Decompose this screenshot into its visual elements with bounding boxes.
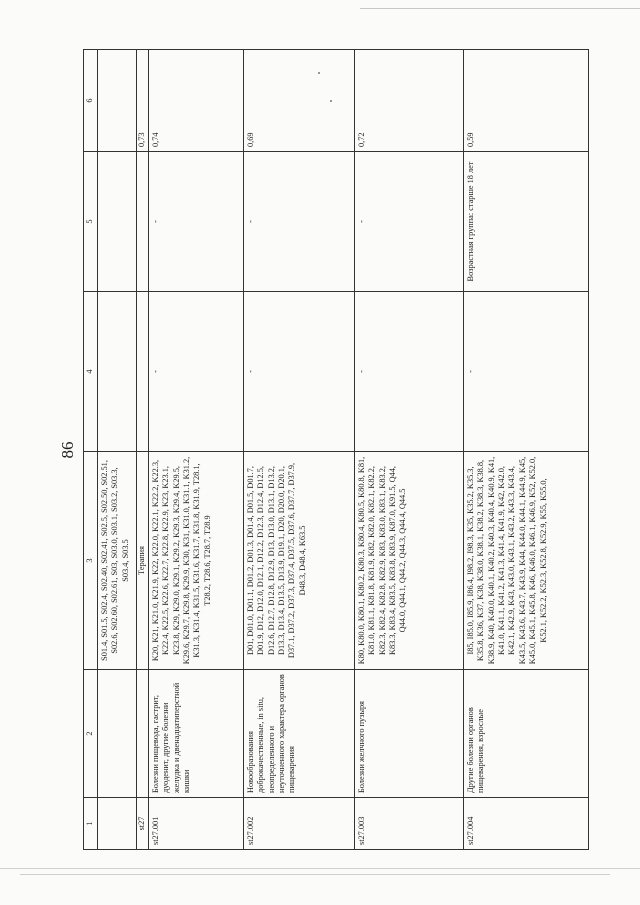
continuation-row — [98, 50, 137, 850]
column-number-row — [84, 50, 98, 850]
section-code: st27 — [137, 798, 149, 850]
row-col4: - — [355, 292, 464, 452]
row-coef: 0,74 — [149, 50, 244, 152]
row-col4: - — [464, 292, 589, 452]
row-name: Болезни желчного пузыря — [355, 670, 464, 798]
col-number-2: 2 — [84, 670, 98, 798]
col-number-1: 1 — [84, 798, 98, 850]
bottom-scan-line — [0, 868, 640, 869]
tariff-table — [83, 49, 589, 850]
row-code: st27.001 — [149, 798, 244, 850]
row-codes: K80, K80.0, K80.1, K80.2, K80.3, K80.4, K80.5, K80.8, K81, K81.0, K81.1, K81.8, K81.9, K82, K82.0, K82.1, K82.2, K82.3, K82.4, K82.8, K82.9, K83, K83.0, K83.1, K83.2, K83.3, K83.4, K83.5, K83.8, K83.9, K87.0, K91.5, Q44, Q44.0, Q44.1, Q44.2, Q44.3, Q44.4, Q44.5 — [355, 452, 464, 670]
section-row — [137, 50, 149, 850]
top-scan-line — [360, 8, 640, 9]
row-coef: 0,69 — [244, 50, 355, 152]
row-code: st27.002 — [244, 798, 355, 850]
row-name: Другие болезни органов пищеварения, взрослые — [464, 670, 589, 798]
row-name: Новообразования доброкачественные, in situ, неопределенного и неуточненного характера органов пищеварения — [244, 670, 355, 798]
row-col5: Возрастная группа: старше 18 лет — [464, 152, 589, 292]
table-row — [244, 50, 355, 850]
row-name: Болезни пищевода, гастрит, дуоденит, другие болезни желудка и двенадцатиперстной кишки — [149, 670, 244, 798]
row-code: st27.003 — [355, 798, 464, 850]
table-row — [464, 50, 589, 850]
row-col5: - — [149, 152, 244, 292]
section-coef: 0,73 — [137, 50, 149, 152]
row-col5: - — [355, 152, 464, 292]
row-codes: K20, K21, K21.0, K21.9, K22, K22.0, K22.1, K22.2, K22.3, K22.4, K22.5, K22.6, K22.7, K22.8, K22.9, K23, K23.1, K23.8, K29, K29.0, K29.1, K29.2, K29.3, K29.4, K29.5, K29.6, K29.7, K29.8, K29.9, K30, K31, K31.0, K31.1, K31.2, K31.3, K31.4, K31.5, K31.6, K31.7, K31.8, K31.9, T28.1, T28.2, T28.6, T28.7, T28.9 — [149, 452, 244, 670]
continuation-codes: S01.4, S01.5, S02.4, S02.40, S02.41, S02.5, S02.50, S02.51, S02.6, S02.60, S02.61, S03, S03.0, S03.1, S03.2, S03.3, S03.4, S03.5 — [98, 452, 137, 670]
row-code: st27.004 — [464, 798, 589, 850]
page-number: 86 — [58, 441, 77, 459]
col-number-4: 4 — [84, 292, 98, 452]
section-name: Терапия — [137, 452, 149, 670]
rotated-page — [55, 50, 599, 850]
col-number-5: 5 — [84, 152, 98, 292]
row-codes: D01, D01.0, D01.1, D01.2, D01.3, D01.4, D01.5, D01.7, D01.9, D12, D12.0, D12.1, D12.2, D12.3, D12.4, D12.5, D12.6, D12.7, D12.8, D12.9, D13, D13.0, D13.1, D13.2, D13.3, D13.4, D13.5, D13.9, D19.1, D20, D20.0, D20.1, D37.1, D37.2, D37.3, D37.4, D37.5, D37.6, D37.7, D37.9, D48.3, D48.4, K63.5 — [244, 452, 355, 670]
row-coef: 0,59 — [464, 50, 589, 152]
row-codes: I85, I85.0, I85.9, I86.4, I98.2, I98.3, K35, K35.2, K35.3, K35.8, K36, K37, K38, K38.0, K38.1, K38.2, K38.3, K38.8, K38.9, K40, K40.0, K40.1, K40.2, K40.3, K40.4, K40.9, K41, K41.0, K41.1, K41.2, K41.3, K41.4, K41.9, K42, K42.0, K42.1, K42.9, K43, K43.0, K43.1, K43.2, K43.3, K43.4, K43.5, K43.6, K43.7, K43.9, K44, K44.0, K44.1, K44.9, K45, K45.0, K45.1, K45.8, K46, K46.0, K46.1, K46.9, K52, K52.0, K52.1, K52.2, K52.3, K52.8, K52.9, K55, K55.0, — [464, 452, 589, 670]
bottom-scan-line-2 — [20, 874, 610, 875]
row-col4: - — [244, 292, 355, 452]
row-coef: 0,72 — [355, 50, 464, 152]
table-row — [355, 50, 464, 850]
table-row — [149, 50, 244, 850]
row-col5: - — [244, 152, 355, 292]
row-col4: - — [149, 292, 244, 452]
col-number-6: 6 — [84, 50, 98, 152]
col-number-3: 3 — [84, 452, 98, 670]
